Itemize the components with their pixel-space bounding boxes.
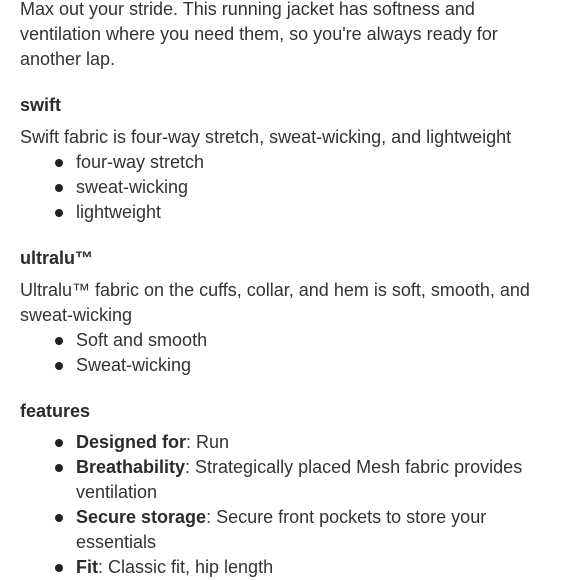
feature-item: [20, 455, 560, 505]
list-item: [20, 150, 560, 175]
features-section: [20, 400, 560, 580]
swift-bullet-list: [20, 150, 560, 225]
bullet-icon: [55, 514, 63, 522]
bullet-icon: [55, 209, 63, 217]
feature-item: [20, 555, 560, 580]
ultralu-section: [20, 247, 560, 378]
features-title: features: [20, 401, 91, 421]
feature-name: Fit: [76, 557, 98, 577]
ultralu-bullet-list: [20, 328, 560, 378]
features-list: [20, 430, 560, 580]
bullet-text: sweat-wicking: [76, 177, 189, 197]
bullet-icon: [55, 184, 63, 192]
swift-description: Swift fabric is four-way stretch, sweat-wicking, and lightweight: [20, 127, 512, 147]
list-item: [20, 175, 560, 200]
feature-value: : Strategically placed Mesh fabric provides ventilation: [76, 457, 523, 502]
bullet-text: Sweat-wicking: [76, 355, 192, 375]
feature-value: : Secure front pockets to store your essentials: [76, 507, 487, 552]
ultralu-description: Ultralu™ fabric on the cuffs, collar, and hem is soft, smooth, and sweat-wicking: [20, 280, 530, 325]
feature-value: : Classic fit, hip length: [98, 557, 274, 577]
bullet-text: Soft and smooth: [76, 330, 208, 350]
bullet-icon: [55, 362, 63, 370]
bullet-text: four-way stretch: [76, 152, 205, 172]
feature-item: [20, 430, 560, 455]
bullet-icon: [55, 464, 63, 472]
feature-value: : Run: [186, 432, 230, 452]
list-item: [20, 353, 560, 378]
list-item: [20, 200, 560, 225]
feature-name: Designed for: [76, 432, 187, 452]
swift-section: [20, 94, 560, 225]
bullet-icon: [55, 337, 63, 345]
feature-name: Secure storage: [76, 507, 207, 527]
list-item: [20, 328, 560, 353]
bullet-icon: [55, 564, 63, 572]
ultralu-title: ultralu™: [20, 248, 94, 268]
feature-name: Breathability: [76, 457, 186, 477]
swift-title: swift: [20, 95, 62, 115]
bullet-icon: [55, 439, 63, 447]
bullet-text: lightweight: [76, 202, 162, 222]
product-intro-text: Max out your stride. This running jacket has softness and ventilation where you need them, so you're always ready for another lap.: [20, 0, 498, 69]
feature-item: [20, 505, 560, 555]
bullet-icon: [55, 159, 63, 167]
